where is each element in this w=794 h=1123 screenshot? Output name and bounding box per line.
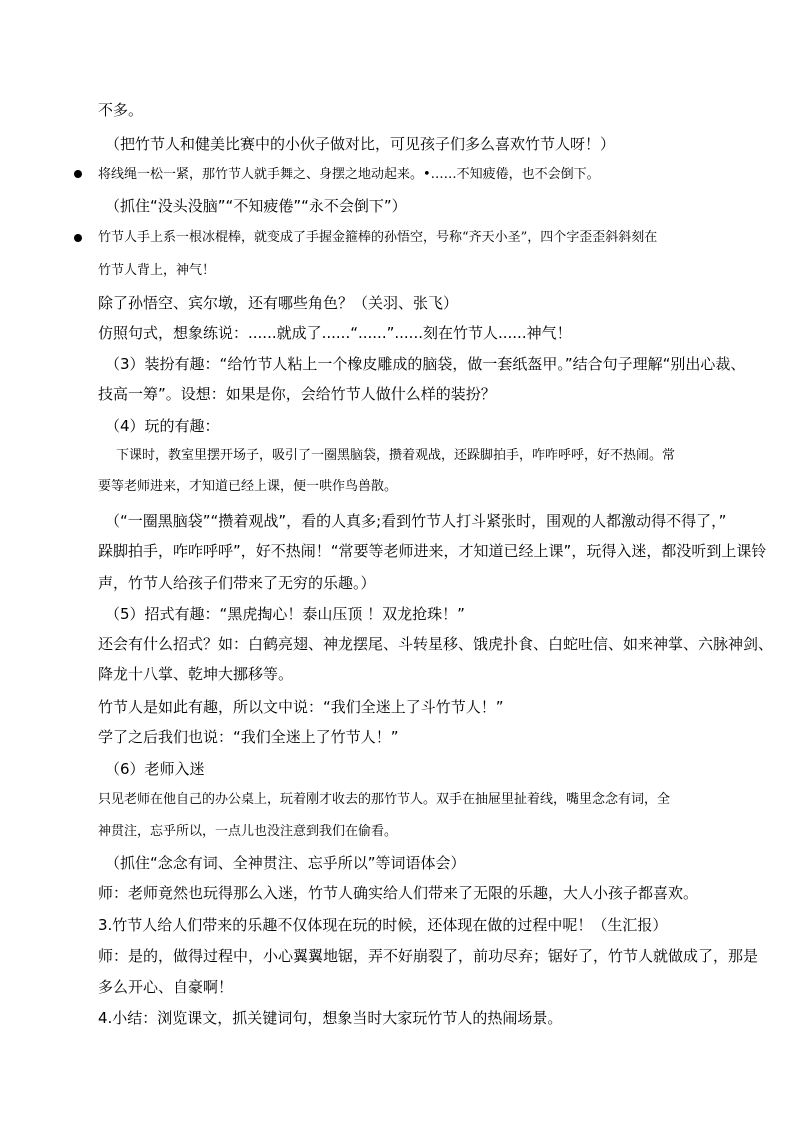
text-line: 除了孙悟空、宾尔墩，还有哪些角色？（关羽、张飞）: [98, 294, 459, 312]
text-line: 师：老师竟然也玩得那么入迷，竹节人确实给人们带来了无限的乐趣，大人小孩子都喜欢。: [98, 884, 699, 902]
text-line: （3）装扮有趣：“给竹节人粘上一个橡皮雕成的脑袋，做一套纸盔甲。”结合句子理解“别出心裁、: [105, 355, 746, 373]
text-line: 下课时，教室里摆开场子，吸引了一圈黑脑袋，攒着观战，还跺脚拍手，咋咋呼呼，好不热闹。常: [116, 448, 676, 463]
text-line: 还会有什么招式？如：白鹤亮翅、神龙摆尾、斗转星移、饿虎扑食、白蛇吐信、如来神掌、六脉神剑、: [98, 635, 774, 653]
text-line: （把竹节人和健美比赛中的小伙子做对比，可见孩子们多么喜欢竹节人呀！）: [105, 135, 616, 153]
text-line: 只见老师在他自己的办公桌上，玩着刚才收去的那竹节人。双手在抽屉里扯着线，嘴里念念有词，全: [98, 792, 671, 807]
bullet-icon: [74, 234, 82, 242]
text-line: （4）玩的有趣：: [105, 417, 220, 435]
bullet-icon: [74, 170, 82, 178]
text-line: 技高一筹”。设想：如果是你，会给竹节人做什么样的装扮？: [98, 385, 496, 403]
text-line: 降龙十八掌、乾坤大挪移等。: [98, 665, 294, 683]
text-line: 学了之后我们也说：“我们全迷上了竹节人！”: [98, 728, 399, 746]
text-line: 师：是的，做得过程中，小心翼翼地锯，弄不好崩裂了，前功尽弃；锯好了，竹节人就做成了，那是: [98, 947, 759, 965]
text-line: 多么开心、自豪啊！: [98, 978, 234, 996]
text-line: （抓住“没头没脑”“不知疲倦”“永不会倒下”）: [105, 197, 407, 215]
text-line: 4.小结：浏览课文，抓关键词句，想象当时大家玩竹节人的热闹场景。: [98, 1009, 563, 1027]
text-line: （5）招式有趣：“黑虎掏心！泰山压顶 ！双龙抢珠！”: [105, 605, 465, 623]
text-line: 仿照句式，想象练说：......就成了......“......”......刻在竹节人......神气！: [98, 324, 572, 342]
text-line: 竹节人是如此有趣，所以文中说：“我们全迷上了斗竹节人！”: [98, 698, 504, 716]
text-line: （“一圈黑脑袋”“攒着观战”，看的人真多;看到竹节人打斗紧张时，围观的人都激动得不得了，”: [105, 512, 727, 530]
text-line: 竹节人背上，神气！: [98, 263, 216, 278]
text-line: （6）老师入迷: [105, 760, 205, 778]
text-line: 3.竹节人给人们带来的乐趣不仅体现在玩的时候，还体现在做的过程中呢！（生汇报）: [98, 916, 668, 934]
text-line: 声，竹节人给孩子们带来了无穷的乐趣。）: [98, 574, 376, 592]
text-line: 竹节人手上系一根冰棍棒，就变成了手握金箍棒的孙悟空，号称“齐天小圣”，四个字歪歪斜斜刻在: [98, 230, 658, 245]
text-line: （抓住“念念有词、全神贯注、忘乎所以”等词语体会）: [105, 854, 466, 872]
text-line: 将线绳一松一紧，那竹节人就手舞之、身摆之地动起来。•……不知疲倦，也不会倒下。: [98, 167, 600, 182]
text-line: 跺脚拍手，咋咋呼呼”，好不热闹！“常要等老师进来，才知道已经上课”，玩得入迷，都没听到上课铃: [98, 542, 767, 560]
text-line: 不多。: [98, 101, 144, 119]
text-line: 要等老师进来，才知道已经上课，便一哄作鸟兽散。: [98, 479, 398, 494]
text-line: 神贯注，忘乎所以，一点儿也没注意到我们在偷看。: [98, 824, 398, 839]
